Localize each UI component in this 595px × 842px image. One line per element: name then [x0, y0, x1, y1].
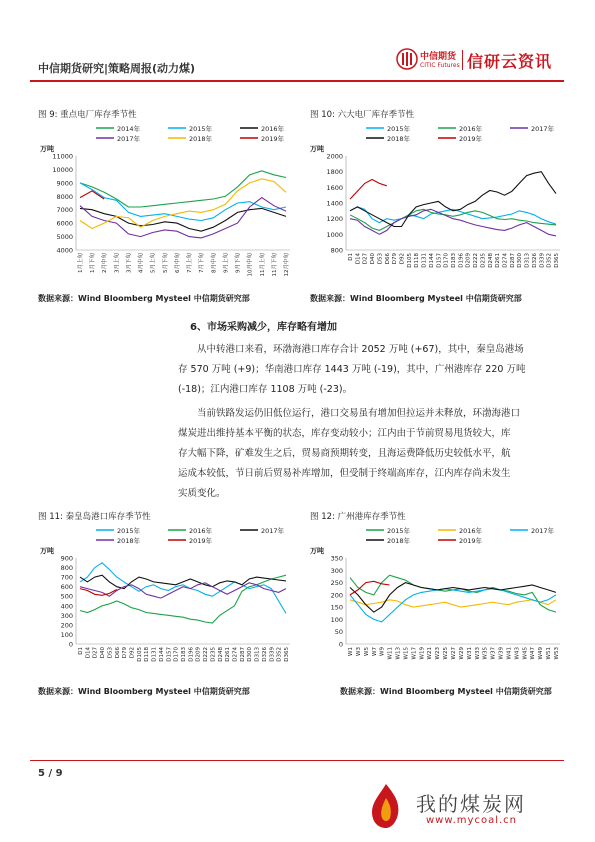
y-tick-label: 800	[60, 564, 73, 573]
x-tick-label: D14	[85, 647, 92, 659]
mycoal-logo-icon	[364, 780, 408, 832]
x-tick-label: D287	[509, 253, 516, 268]
x-tick-label: W37	[490, 647, 497, 660]
x-tick-label: 7月下旬	[199, 253, 206, 273]
x-tick-label: D300	[247, 647, 254, 662]
legend-label: 2016年	[261, 125, 285, 133]
legend-label: 2018年	[117, 537, 141, 545]
y-tick-label: 2000	[326, 152, 343, 161]
x-tick-label: W27	[451, 647, 457, 660]
figure-11-source: 数据来源：Wind Bloomberg Mysteel 中信期货研究部	[38, 687, 250, 696]
watermark-title: 我的煤炭网	[416, 792, 526, 816]
x-tick-label: D157	[436, 253, 443, 268]
y-tick-label: 900	[60, 554, 73, 563]
x-tick-label: W25	[443, 647, 450, 660]
section-heading: 6、市场采购减少，库存略有增加	[190, 322, 337, 333]
x-tick-label: D92	[399, 253, 406, 265]
x-tick-label: W15	[403, 647, 410, 660]
footer-divider	[30, 760, 564, 761]
y-tick-label: 10000	[52, 165, 73, 174]
x-tick-label: W3	[355, 647, 362, 656]
x-tick-label: W49	[538, 647, 545, 660]
para-2-line-1: 当前铁路发运仍旧低位运行，港口交易虽有增加但拉运并未释放，环渤海港口	[197, 408, 521, 419]
figure-11-title: 图 11: 秦皇岛港口库存季节性	[38, 512, 151, 522]
y-tick-label: 5000	[56, 233, 73, 242]
logo-separator	[462, 50, 463, 70]
y-axis-label: 万吨	[310, 547, 324, 555]
x-tick-label: D365	[284, 647, 290, 662]
x-tick-label: D66	[114, 647, 121, 659]
x-tick-label: W31	[466, 647, 473, 660]
x-tick-label: D144	[158, 647, 165, 662]
y-tick-label: 250	[330, 579, 343, 588]
y-tick-label: 6000	[56, 219, 73, 228]
x-tick-label: D235	[210, 647, 217, 662]
legend-label: 2019年	[189, 537, 213, 545]
x-tick-label: W43	[514, 647, 521, 660]
x-tick-label: W1	[348, 647, 354, 656]
x-tick-label: W7	[371, 647, 378, 656]
x-tick-label: D222	[473, 253, 480, 268]
report-title: 中信期货研究|策略周报(动力煤)	[38, 62, 196, 75]
x-tick-label: D170	[443, 253, 450, 268]
legend-label: 2017年	[531, 527, 555, 535]
y-tick-label: 350	[330, 554, 343, 563]
x-tick-label: D131	[421, 253, 428, 268]
y-tick-label: 500	[60, 592, 73, 601]
x-tick-label: 1月下旬	[90, 253, 97, 273]
x-tick-label: D248	[487, 253, 494, 268]
legend-label: 2019年	[459, 537, 483, 545]
legend-label: 2015年	[189, 125, 213, 133]
y-tick-label: 1200	[326, 215, 343, 224]
x-tick-label: D352	[546, 253, 553, 268]
y-tick-label: 1400	[326, 199, 343, 208]
x-tick-label: W51	[546, 647, 553, 660]
y-tick-label: 100	[60, 630, 73, 639]
legend-label: 2018年	[189, 135, 213, 143]
figure-12-title: 图 12: 广州港库存季节性	[310, 512, 406, 522]
paragraph-1	[178, 340, 558, 400]
x-tick-label: W19	[419, 647, 426, 660]
x-tick-label: D339	[539, 253, 546, 268]
x-tick-label: 11月上旬	[259, 253, 266, 277]
x-tick-label: W9	[379, 647, 386, 656]
x-tick-label: 3月下旬	[126, 253, 133, 273]
x-tick-label: D144	[428, 253, 435, 268]
y-tick-label: 0	[68, 640, 73, 649]
series-line	[350, 589, 556, 622]
x-tick-label: W39	[498, 647, 505, 660]
x-tick-label: 6月中旬	[174, 253, 181, 273]
x-tick-label: D79	[392, 253, 399, 265]
legend-label: 2019年	[261, 135, 285, 143]
figure-12-source: 数据来源：Wind Bloomberg Mysteel 中信期货研究部	[340, 687, 552, 696]
figure-9-title: 图 9: 重点电厂库存季节性	[38, 110, 137, 120]
x-tick-label: D92	[129, 647, 136, 659]
y-tick-label: 0	[338, 640, 343, 649]
x-tick-label: 5月上旬	[150, 253, 157, 273]
y-axis-label: 万吨	[40, 547, 54, 555]
x-tick-label: D300	[517, 253, 524, 268]
legend-label: 2018年	[387, 135, 411, 143]
watermark-url: www.mycoal.cn	[426, 815, 517, 826]
figure-9-chart	[36, 120, 298, 288]
y-axis-label: 万吨	[310, 145, 324, 153]
x-tick-label: 1月上旬	[78, 253, 84, 273]
y-tick-label: 300	[330, 566, 343, 575]
x-tick-label: D261	[225, 647, 232, 662]
x-tick-label: D131	[151, 647, 158, 662]
figure-10-source: 数据来源：Wind Bloomberg Mysteel 中信期货研究部	[310, 294, 522, 303]
x-tick-label: W17	[411, 647, 418, 660]
y-tick-label: 600	[60, 583, 73, 592]
figure-10-chart	[306, 120, 568, 288]
y-tick-label: 300	[60, 611, 73, 620]
x-tick-label: D40	[370, 253, 377, 265]
x-tick-label: D352	[276, 647, 283, 662]
series-line	[350, 207, 556, 224]
x-tick-label: D313	[524, 253, 531, 268]
x-tick-label: D209	[195, 647, 202, 662]
y-tick-label: 1800	[326, 168, 343, 177]
x-tick-label: W35	[482, 647, 489, 660]
legend-label: 2019年	[459, 135, 483, 143]
para-2-line-5: 实质变化。	[178, 488, 226, 499]
legend-label: 2015年	[387, 125, 411, 133]
y-tick-label: 800	[330, 246, 343, 255]
series-line	[80, 171, 286, 207]
x-tick-label: 4月中旬	[138, 253, 145, 273]
x-tick-label: W33	[474, 647, 481, 660]
y-tick-label: 150	[330, 603, 343, 612]
y-tick-label: 100	[330, 615, 343, 624]
x-tick-label: W13	[395, 647, 402, 660]
figure-10-title: 图 10: 六大电厂库存季节性	[310, 110, 415, 120]
legend-label: 2016年	[459, 527, 483, 535]
x-tick-label: 12月中旬	[284, 253, 290, 277]
x-tick-label: W11	[387, 647, 394, 660]
x-tick-label: D365	[554, 253, 560, 268]
x-tick-label: D235	[480, 253, 487, 268]
x-tick-label: D170	[173, 647, 180, 662]
x-tick-label: W29	[458, 647, 465, 660]
legend-label: 2018年	[387, 537, 411, 545]
x-tick-label: 7月上旬	[187, 253, 194, 273]
legend-label: 2015年	[117, 527, 141, 535]
x-tick-label: D118	[144, 647, 151, 662]
x-tick-label: D274	[232, 647, 239, 662]
figure-12-chart	[306, 522, 568, 682]
legend-label: 2016年	[189, 527, 213, 535]
citic-futures-logo-icon	[396, 48, 418, 70]
x-tick-label: D14	[355, 253, 362, 265]
para-2-line-3: 存大幅下降，矿难发生之后，贸易商预期转变，且海运费降低历史较低水平，航	[178, 448, 511, 459]
x-tick-label: D287	[239, 647, 246, 662]
x-tick-label: D105	[136, 647, 143, 662]
x-tick-label: D79	[122, 647, 129, 659]
x-tick-label: D40	[100, 647, 107, 659]
x-tick-label: D339	[269, 647, 276, 662]
x-tick-label: D105	[406, 253, 413, 268]
series-line	[350, 600, 556, 607]
x-tick-label: D66	[384, 253, 391, 265]
legend-label: 2017年	[117, 135, 141, 143]
legend-label: 2017年	[261, 527, 285, 535]
paragraph-2	[178, 404, 558, 504]
x-tick-label: W23	[435, 647, 442, 660]
series-line	[350, 575, 556, 612]
x-tick-label: 11月下旬	[271, 253, 278, 277]
x-tick-label: 9月下旬	[235, 253, 242, 273]
x-tick-label: D53	[107, 647, 114, 659]
logo-en-text: CITIC Futures	[420, 62, 460, 69]
x-tick-label: 9月上旬	[223, 253, 230, 273]
x-tick-label: D118	[414, 253, 421, 268]
x-tick-label: 8月中旬	[211, 253, 218, 273]
y-tick-label: 400	[60, 602, 73, 611]
legend-label: 2016年	[459, 125, 483, 133]
x-tick-label: W21	[427, 647, 434, 660]
x-tick-label: D196	[458, 253, 465, 268]
x-tick-label: D326	[531, 253, 538, 268]
para-1-line-3: (-18)；江内港口库存 1108 万吨 (-23)。	[178, 384, 353, 395]
x-tick-label: 3月上旬	[114, 253, 121, 273]
y-tick-label: 8000	[56, 192, 73, 201]
x-tick-label: D261	[495, 253, 502, 268]
page-number: 5 / 9	[38, 768, 63, 779]
x-tick-label: D274	[502, 253, 509, 268]
para-1-line-1: 从中转港口来看，环渤海港口库存合计 2052 万吨 (+67)，其中，秦皇岛港场	[197, 344, 524, 355]
legend-label: 2017年	[531, 125, 555, 133]
series-line	[80, 563, 286, 614]
figure-9-source: 数据来源：Wind Bloomberg Mysteel 中信期货研究部	[38, 294, 250, 303]
x-tick-label: 10月中旬	[247, 253, 254, 277]
y-tick-label: 11000	[52, 152, 73, 161]
para-2-line-2: 煤炭进出维持基本平衡的状态，库存变动较小；江内由于节前贸易甩货较大，库	[178, 428, 511, 439]
x-tick-label: 2月中旬	[102, 253, 109, 273]
x-tick-label: D53	[377, 253, 384, 265]
x-tick-label: D1	[78, 647, 84, 655]
x-tick-label: 5月下旬	[162, 253, 169, 273]
x-tick-label: D157	[166, 647, 173, 662]
x-tick-label: D209	[465, 253, 472, 268]
x-tick-label: D326	[261, 647, 268, 662]
x-tick-label: W5	[363, 647, 370, 656]
para-2-line-4: 运成本较低，节日前后贸易补库增加，但受制于终端高库存，江内库存尚未发生	[178, 468, 511, 479]
x-tick-label: D27	[362, 253, 369, 265]
x-tick-label: D183	[181, 647, 187, 662]
y-tick-label: 1600	[326, 183, 343, 192]
x-tick-label: D196	[188, 647, 195, 662]
x-tick-label: D183	[451, 253, 457, 268]
series-line	[350, 180, 387, 200]
logo-cn-text: 中信期货	[420, 52, 457, 62]
x-tick-label: D248	[217, 647, 224, 662]
x-tick-label: W41	[506, 647, 513, 660]
brand-name: 信研云资讯	[467, 52, 553, 71]
y-tick-label: 7000	[56, 206, 73, 215]
legend-label: 2014年	[117, 125, 141, 133]
y-tick-label: 200	[60, 621, 73, 630]
y-tick-label: 50	[334, 628, 343, 637]
x-tick-label: D313	[254, 647, 261, 662]
y-tick-label: 200	[330, 591, 343, 600]
y-tick-label: 1000	[326, 230, 343, 239]
x-tick-label: D27	[92, 647, 99, 659]
x-tick-label: D222	[203, 647, 210, 662]
y-tick-label: 700	[60, 573, 73, 582]
x-tick-label: D1	[348, 253, 354, 261]
figure-11-chart	[36, 522, 298, 682]
series-line	[350, 209, 556, 236]
header-divider	[30, 80, 564, 82]
legend-label: 2015年	[387, 527, 411, 535]
y-tick-label: 9000	[56, 179, 73, 188]
x-tick-label: W45	[522, 647, 529, 660]
x-tick-label: W47	[530, 647, 537, 660]
para-1-line-2: 存 570 万吨 (+9)；华南港口库存 1443 万吨 (-19)，其中，广州港库存 220 万吨	[178, 364, 526, 375]
x-tick-label: W53	[554, 647, 560, 660]
y-axis-label: 万吨	[40, 145, 54, 153]
y-tick-label: 4000	[56, 246, 73, 255]
